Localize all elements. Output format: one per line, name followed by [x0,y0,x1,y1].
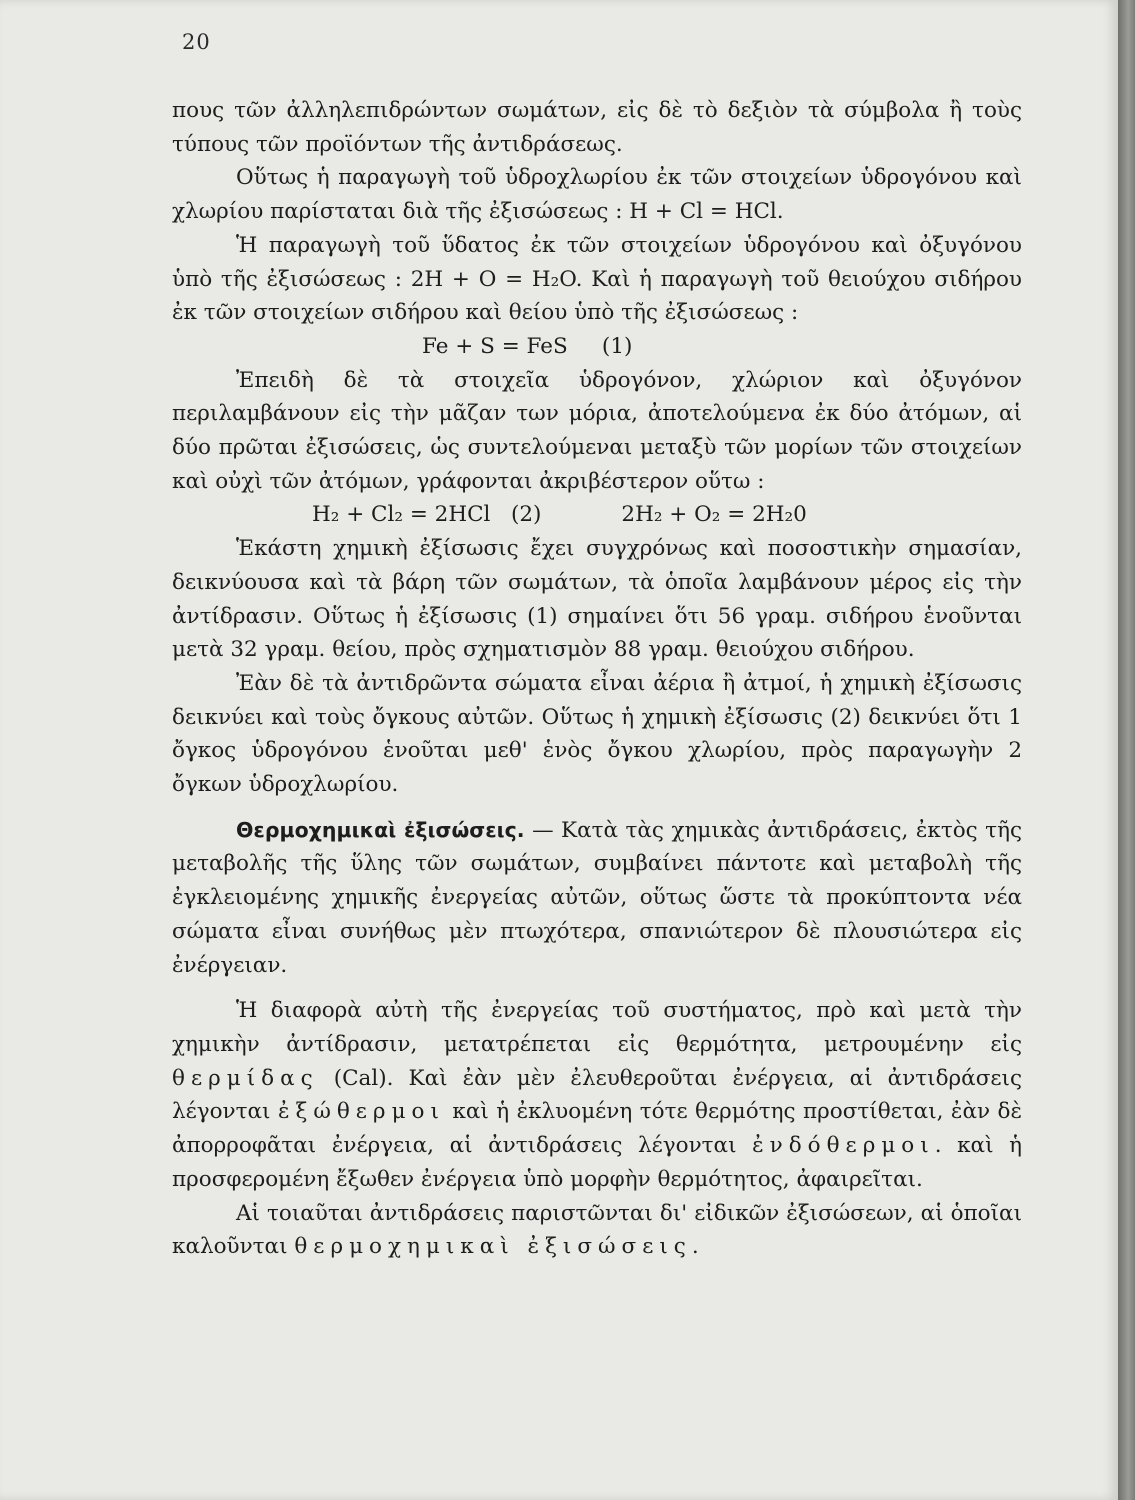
paragraph-9 [172,1197,1022,1264]
page-edge [1118,0,1135,1500]
paragraph-3: Ἡ παραγωγὴ τοῦ ὕδατος ἐκ τῶν στοιχείων ὑδρογόνου καὶ ὀξυγόνου ὑπὸ τῆς ἐξισώσεως : 2H + O = H₂O. Καὶ ἡ παραγωγὴ τοῦ θειούχου σιδήρου ἐκ τῶν στοιχείων σιδήρου καὶ θείου ὑπὸ τῆς ἐξισώσεως : [172,232,1022,326]
page-number: 20 [182,30,211,54]
term-exothermic: ἐξώθερμοι [277,1099,445,1125]
paragraph-5: Ἑκάστη χημικὴ ἐξίσωσις ἔχει συγχρόνως καὶ ποσοστικὴν σημασίαν, δεικνύουσα καὶ τὰ βάρη τῶν σωμάτων, τὰ ὁποῖα λαμβάνουν μέρος εἰς τὴν ἀντίδρασιν. Οὕτως ἡ ἐξίσωσις (1) σημαίνει ὅτι 56 γραμ. σιδήρου ἑνοῦνται μετὰ 32 γραμ. θείου, πρὸς σχηματισμὸν 88 γραμ. θειούχου σιδήρου. [172,536,1022,663]
paragraph-9-part-2: . [691,1234,699,1260]
equation-2a: H₂ + Cl₂ = 2HCl (2) [312,502,542,528]
paragraph-8-part-4: . καὶ ἡ προσφερομένη ἔξωθεν ἐνέργεια ὑπὸ μορφὴν θερμότητος, ἀφαιρεῖται. [172,1133,1022,1192]
paragraph-8-part-3: καὶ ἡ ἐκλυομένη τότε θερμότης προστίθεται, ἐὰν δὲ ἀπορροφᾶται ἐνέργεια, αἱ ἀντιδράσεις λέγονται [172,1099,1022,1159]
paragraph-8 [172,994,1022,1196]
paragraph-2: Οὕτως ἡ παραγωγὴ τοῦ ὑδροχλωρίου ἐκ τῶν στοιχείων ὑδρογόνου καὶ χλωρίου παρίσταται διὰ τῆς ἐξισώσεως : H + Cl = HCl. [172,165,1022,225]
term-thermides: θερμίδας [172,1065,319,1091]
paragraph-8-part-1: Ἡ διαφορὰ αὐτὴ τῆς ἐνεργείας τοῦ συστήματος, πρὸ καὶ μετὰ τὴν χημικὴν ἀντίδρασιν, μετατρέπεται εἰς θερμότητα, μετρουμένην εἰς [172,998,1022,1057]
term-thermochemical-equations: θερμοχημικαὶ ἐξισώσεις [294,1234,692,1260]
page-text [172,94,1022,1264]
term-endothermic: ἐνδόθερμοι [752,1133,935,1159]
section-heading: Θερμοχημικαὶ ἐξισώσεις. [236,817,525,842]
paragraph-7-text: — Κατὰ τὰς χημικὰς ἀντιδράσεις, ἐκτὸς τῆς μεταβολῆς τῆς ὕλης τῶν σωμάτων, συμβαίνει πάντοτε καὶ μεταβολὴ τῆς ἐγκλειομένης χημικῆς ἐνεργείας αὐτῶν, οὕτως ὥστε τὰ προκύπτοντα νέα σώματα εἶναι συνήθως μὲν πτωχότερα, σπανιώτερον δὲ πλουσιώτερα εἰς ἐνέργειαν. [172,817,1022,978]
equation-1: Fe + S = FeS (1) [422,333,633,359]
paragraph-1: πους τῶν ἀλληλεπιδρώντων σωμάτων, εἰς δὲ τὸ δεξιὸν τὰ σύμβολα ἢ τοὺς τύπους τῶν προϊόντων τῆς ἀντιδράσεως. [172,98,1022,157]
paragraph-8-part-2: (Cal). Καὶ ἐὰν μὲν ἐλευθεροῦται ἐνέργεια, αἱ ἀντιδράσεις λέγονται [172,1065,1022,1125]
equation-2-row [172,498,1022,532]
paragraph-6: Ἐὰν δὲ τὰ ἀντιδρῶντα σώματα εἶναι ἀέρια ἢ ἀτμοί, ἡ χημικὴ ἐξίσωσις δεικνύει καὶ τοὺς ὄγκους αὐτῶν. Οὕτως ἡ χημικὴ ἐξίσωσις (2) δεικνύει ὅτι 1 ὄγκος ὑδρογόνου ἑνοῦται μεθ' ἑνὸς ὄγκου χλωρίου, πρὸς παραγωγὴν 2 ὄγκων ὑδροχλωρίου. [172,670,1022,798]
paragraph-4: Ἐπειδὴ δὲ τὰ στοιχεῖα ὑδρογόνον, χλώριον καὶ ὀξυγόνον περιλαμβάνουν εἰς τὴν μᾶζαν των μόρια, ἀποτελούμενα ἐκ δύο ἀτόμων, αἱ δύο πρῶται ἐξισώσεις, ὡς συντελούμεναι μεταξὺ τῶν μορίων τῶν στοιχείων καὶ οὐχὶ τῶν ἀτόμων, γράφονται ἀκριβέστερον οὕτω : [172,367,1022,494]
paragraph-7 [172,814,1022,983]
paragraph-9-part-1: Αἱ τοιαῦται ἀντιδράσεις παριστῶνται δι' εἰδικῶν ἐξισώσεων, αἱ ὁποῖαι καλοῦνται [172,1200,1022,1260]
equation-2b: 2H₂ + O₂ = 2H₂0 [621,502,807,528]
